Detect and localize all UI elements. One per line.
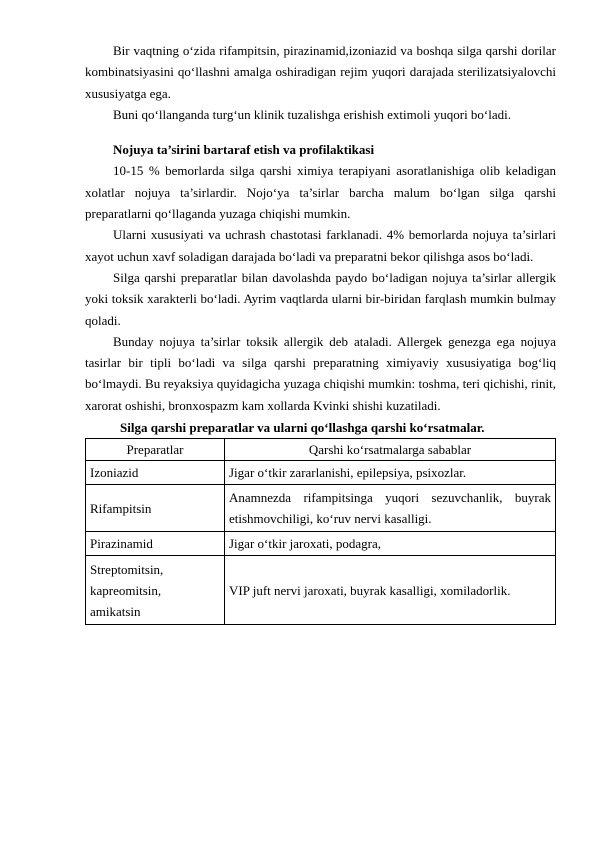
drug-cell: Pirazinamid xyxy=(86,532,225,556)
paragraph-toxic-allergic: Bunday nojuya ta’sirlar toksik allergik deb ataladi. Allergek genezga ega nojuya tasirlar bir tipli bo‘ladi va silga qarshi preparatning ximiyaviy xususiyatiga bog‘liq bo‘lmaydi. Bu reyaksiya quyidagicha yuzaga chiqishi mumkin: toshma, teri qichishi, rinit, xarorat oshishi, bronxospazm kam xollarda Kvinki shishi kuzatiladi. xyxy=(85,333,556,413)
header-reasons: Qarshi ko‘rsatmalarga sabablar xyxy=(225,439,556,461)
table-row xyxy=(86,556,556,625)
reason-cell: VIP juft nervi jaroxati, buyrak kasalligi, xomiladorlik. xyxy=(225,556,556,625)
paragraph-allergic-toxic: Silga qarshi preparatlar bilan davolashda paydo bo‘ladigan nojuya ta’sirlar allergik yoki toksik xarakterli bo‘ladi. Ayrim vaqtlarda ularni bir-biridan farqlash mumkin bulmay qoladi. xyxy=(85,269,556,328)
spacer xyxy=(85,125,556,139)
table-title: Silga qarshi preparatlar va ularni qo‘llashga qarshi ko‘rsatmalar. xyxy=(120,420,485,436)
document-page xyxy=(85,40,556,625)
drug-line: kapreomitsin, xyxy=(90,582,162,598)
reason-cell: Jigar o‘tkir zararlanishi, epilepsiya, psixozlar. xyxy=(225,461,556,485)
paragraph-cure-probability: Buni qo‘llanganda turg‘un klinik tuzalishga erishish extimoli yuqori bo‘ladi. xyxy=(113,106,512,122)
drug-line: amikatsin xyxy=(90,603,141,619)
reason-cell: Anamnezda rifampitsinga yuqori sezuvchanlik, buyrak etishmovchiligi, ko‘ruv nervi kasalligi. xyxy=(225,485,556,532)
paragraph-regimen: Bir vaqtning o‘zida rifampitsin, pirazinamid,izoniazid va boshqa silga qarshi dorilar kombinatsiyasini qo‘llashni amalga oshiradigan rejim yuqori darajada sterilizatsiyalovchi xususiyatga ega. xyxy=(85,43,556,101)
drug-cell: Rifampitsin xyxy=(86,485,225,532)
section-heading: Nojuya ta’sirini bartaraf etish va profilaktikasi xyxy=(113,142,375,158)
contraindications-table xyxy=(85,438,556,625)
drug-cell: Izoniazid xyxy=(86,461,225,485)
drug-cell xyxy=(86,556,225,625)
paragraph-side-effects-intro: 10-15 % bemorlarda silga qarshi ximiya terapiyani asoratlanishiga olib keladigan xolatlar nojuya ta’sirlardir. Nojo‘ya ta’sirlar barcha malum bo‘lgan silga qarshi preparatlarni qo‘llaganda yuzaga chiqishi mumkin. xyxy=(85,163,556,222)
table-row xyxy=(86,532,556,556)
drug-line: Streptomitsin, xyxy=(90,561,164,577)
header-drugs: Preparatlar xyxy=(86,439,225,461)
reason-cell: Jigar o‘tkir jaroxati, podagra, xyxy=(225,532,556,556)
table-row xyxy=(86,461,556,485)
paragraph-frequency: Ularni xususiyati va uchrash chastotasi farklanadi. 4% bemorlarda nojuya ta’sirlari xayot uchun xavf soladigan darajada bo‘ladi va preparatni bekor qilishga asos bo‘ladi. xyxy=(85,227,556,264)
table-row xyxy=(86,485,556,532)
table-header-row xyxy=(86,439,556,461)
